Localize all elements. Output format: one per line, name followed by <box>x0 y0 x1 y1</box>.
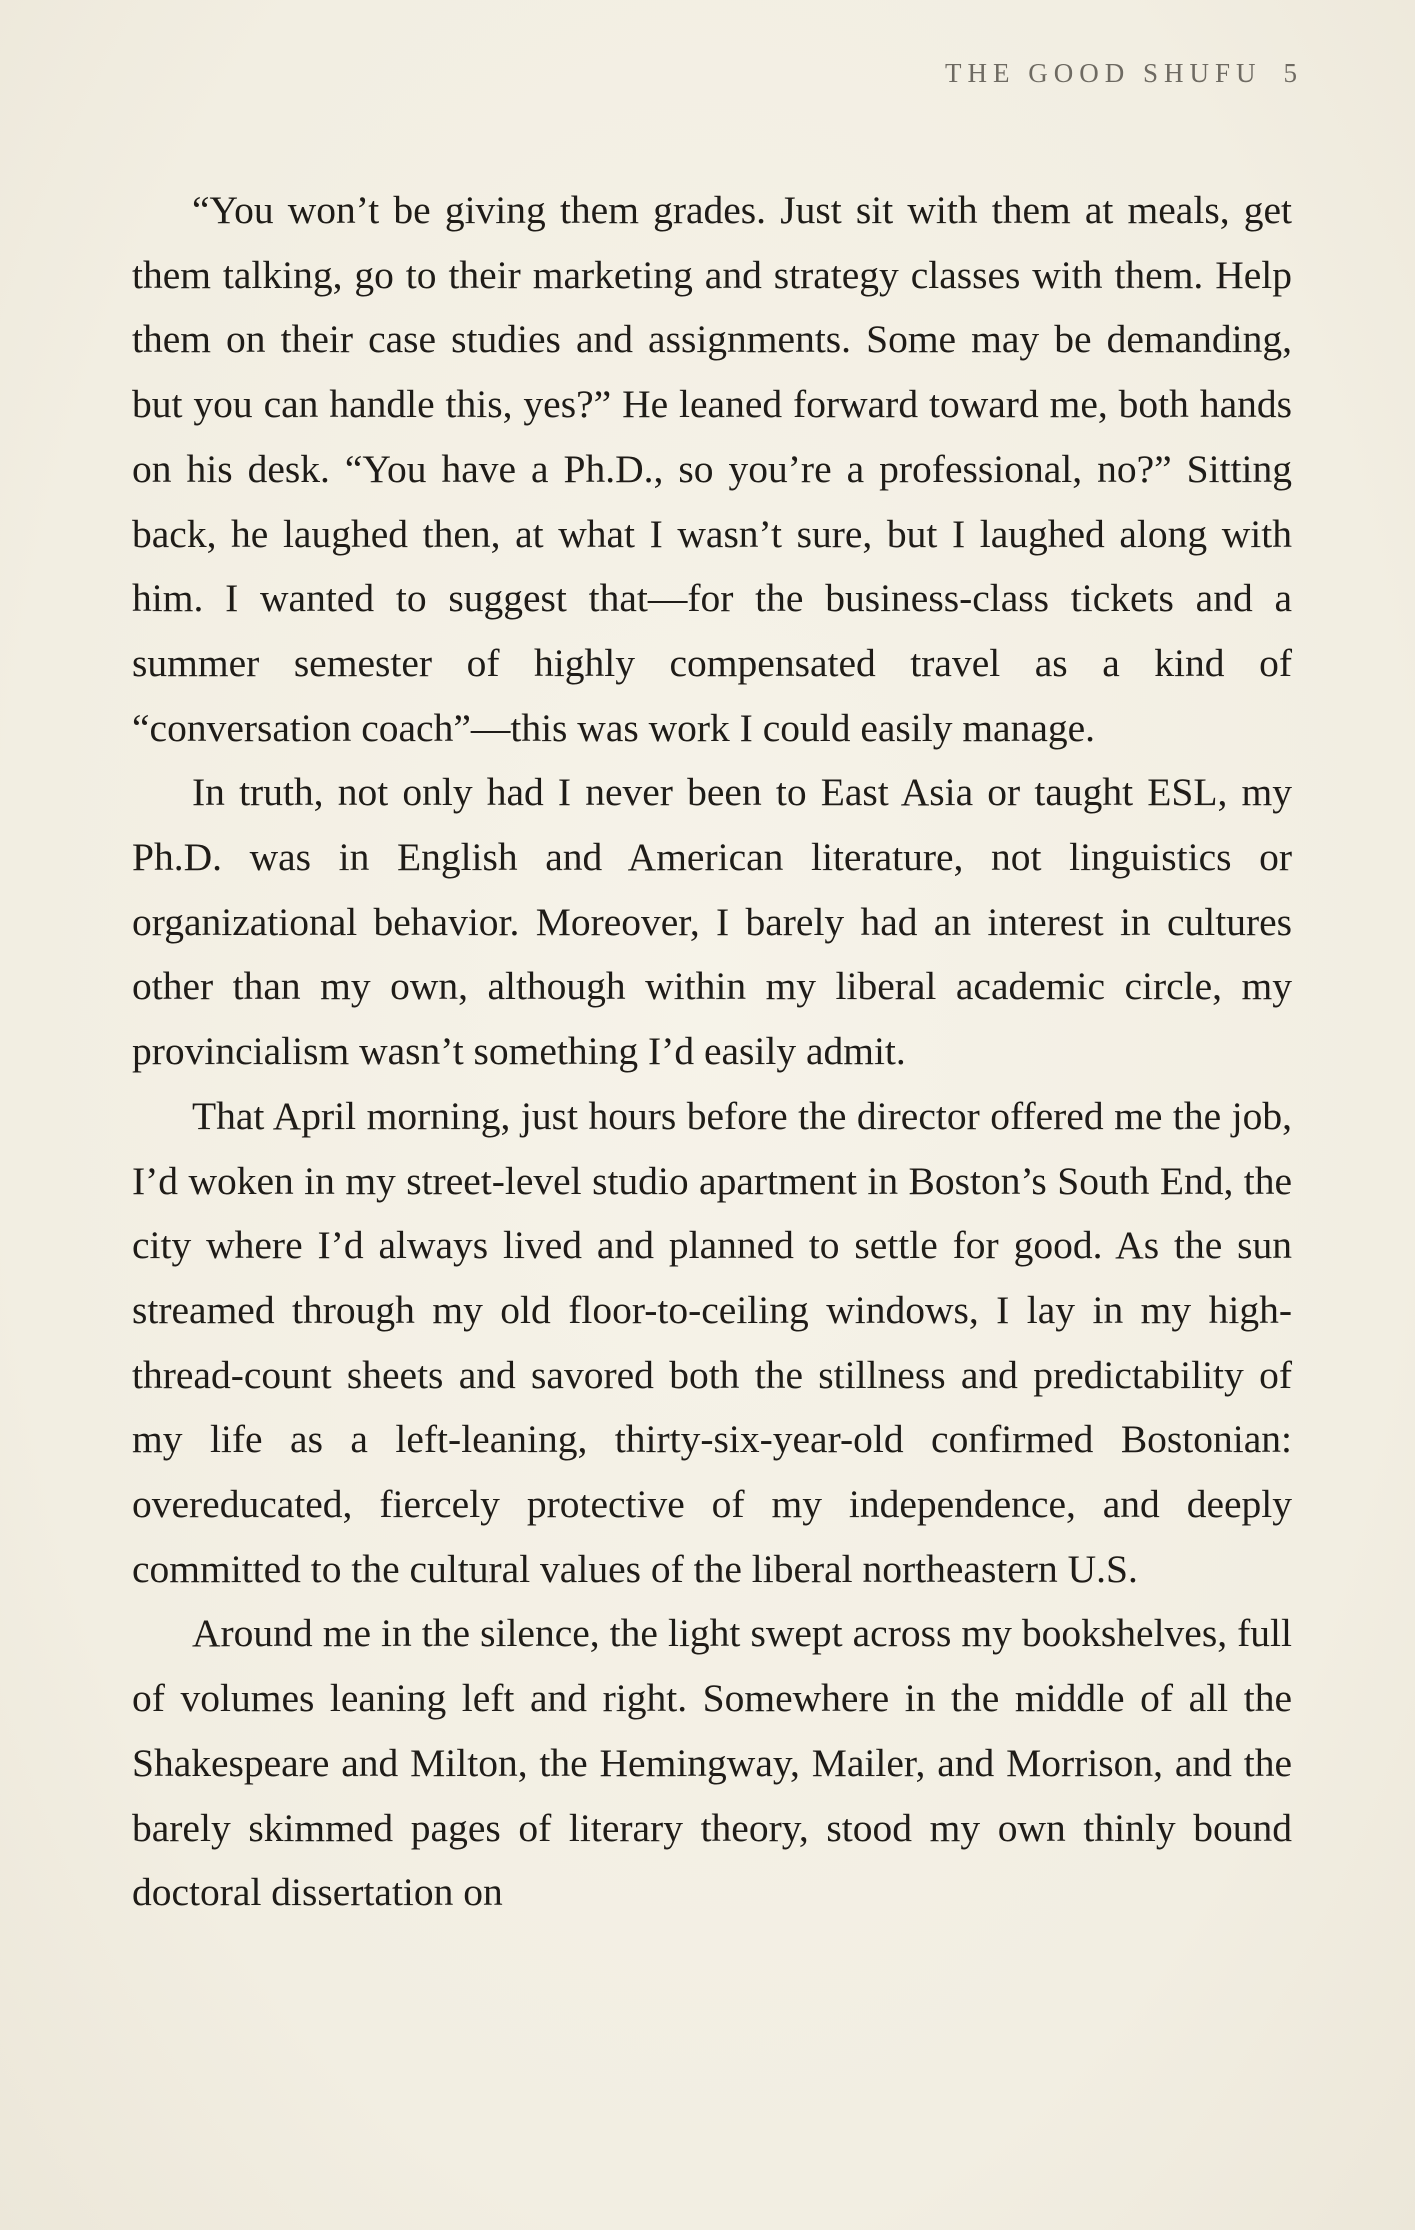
paragraph-4: Around me in the silence, the light swept across my bookshelves, full of volumes leaning left and right. Somewhere in the middle of all the Shakespeare and Milton, the Hemingway, Mailer, and Morrison, and the barely skimmed pages of literary theory, stood my own thinly bound doctoral dissertation on <box>132 1611 1292 1915</box>
running-head <box>945 58 1297 89</box>
paragraph-1: “You won’t be giving them grades. Just sit with them at meals, get them talking, go to their marketing and strategy classes with them. Help them on their case studies and assignments. Some may be demanding, but you can handle this, yes?” He leaned forward toward me, both hands on his desk. “You have a Ph.D., so you’re a professional, no?” Sitting back, he laughed then, at what I wasn’t sure, but I laughed along with him. I wanted to suggest that—for the business-class tickets and a summer semester of highly compensated travel as a kind of “conversation coach”—this was work I could easily manage. <box>132 188 1292 750</box>
body-text <box>132 178 1292 1925</box>
paragraph-2: In truth, not only had I never been to East Asia or taught ESL, my Ph.D. was in English and American literature, not linguistics or organizational behavior. Moreover, I barely had an interest in cultures other than my own, although within my liberal academic circle, my provincialism wasn’t something I’d easily admit. <box>132 770 1292 1074</box>
paragraph-3: That April morning, just hours before the director offered me the job, I’d woken in my street-level studio apartment in Boston’s South End, the city where I’d always lived and planned to settle for good. As the sun streamed through my old floor-to-ceiling windows, I lay in my high-thread-count sheets and savored both the stillness and predictability of my life as a left-leaning, thirty-six-year-old confirmed Bostonian: overeducated, fiercely protective of my independence, and deeply committed to the cultural values of the liberal northeastern U.S. <box>132 1093 1292 1591</box>
page-number: 5 <box>1283 58 1297 88</box>
running-head-title: THE GOOD SHUFU <box>944 58 1262 88</box>
